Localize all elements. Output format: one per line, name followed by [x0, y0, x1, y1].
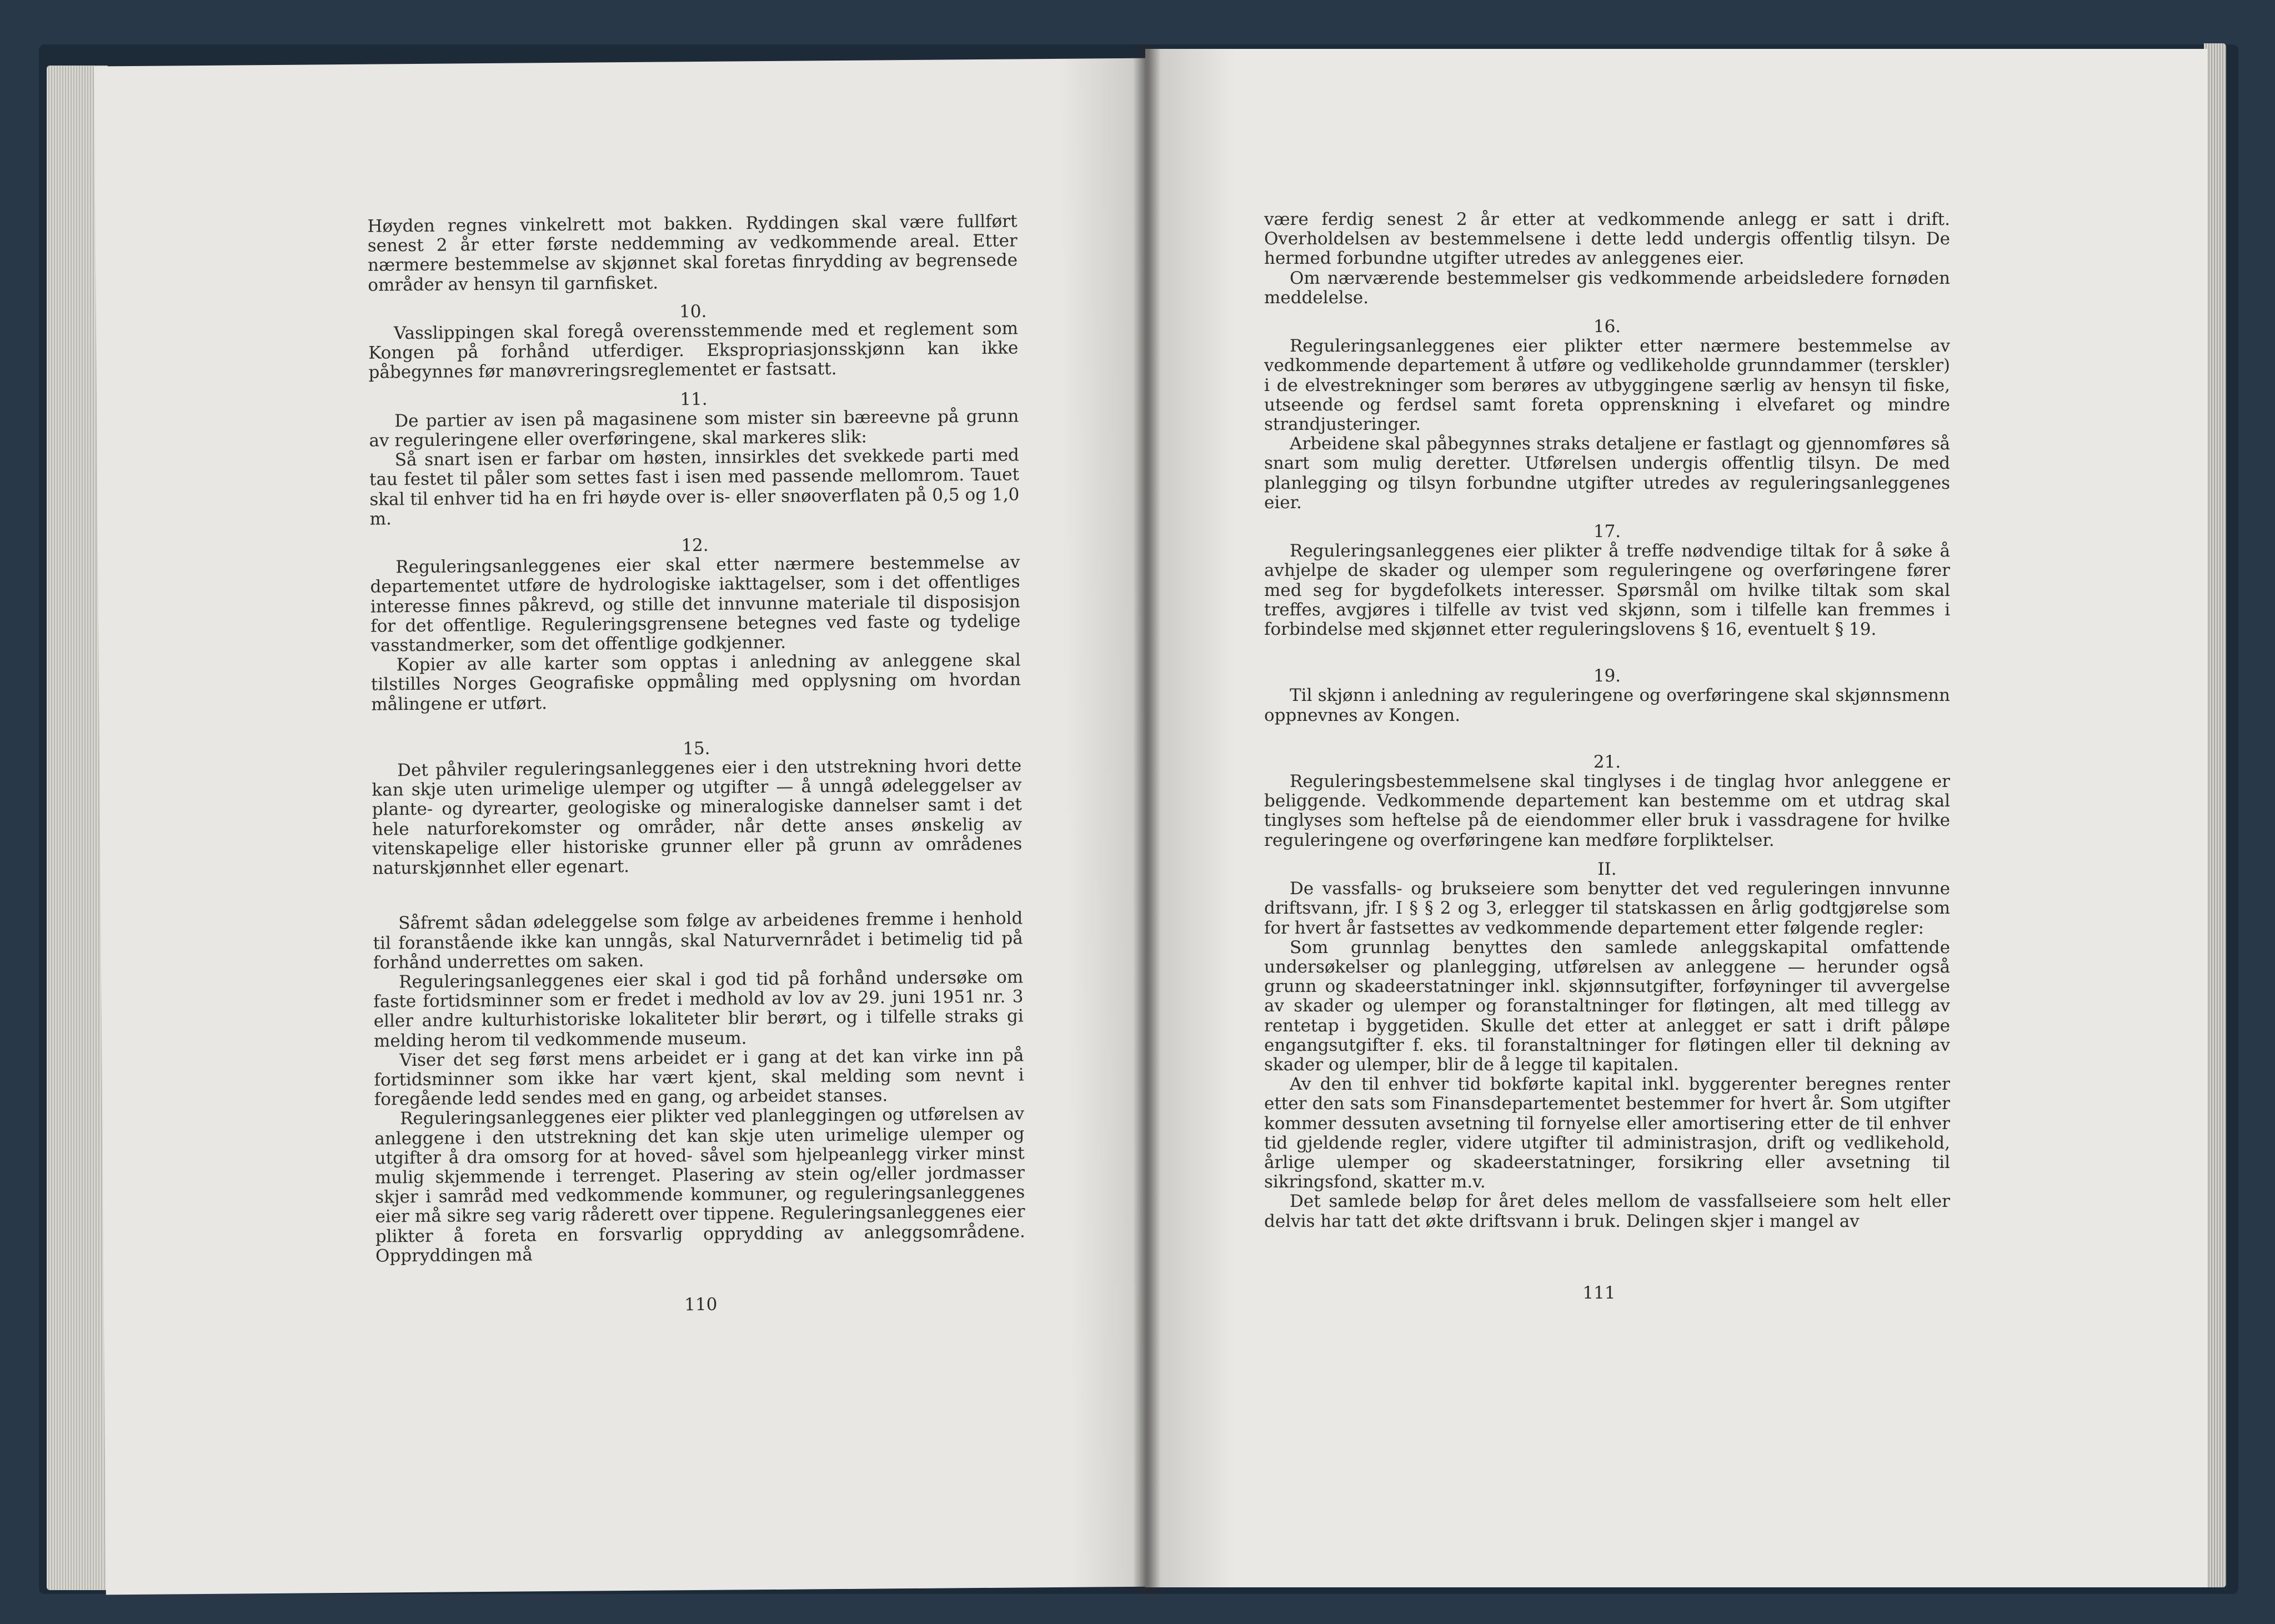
left-page-body: [367, 212, 1025, 1266]
left-page: [94, 58, 1160, 1595]
paragraph-spacer: [1264, 639, 1950, 657]
paragraph: Viser det seg først mens arbeidet er i gang at det kan virke inn på fortidsminner som ikke har vært kjent, skal melding som nevnt i foregående ledd sendes med en gang, og arbeidet stanses.: [374, 1045, 1024, 1110]
section-number: 16.: [1593, 317, 1621, 337]
paragraph-spacer: [1264, 725, 1950, 743]
section-number: 15.: [683, 738, 710, 759]
paragraph: Som grunnlag benyttes den samlede anleggskapital omfattende undersøkelser og planlegging, utførelsen av anleggene — herunder også grunn og skadeerstatninger inkl. skjønnsutgifter, forføyninger til avvergelse av skader og ulemper og foranstaltninger for fløtingen, alt med tillegg av rentetap i byggetiden. Skulle det etter at anlegget er satt i drift påløpe engangsutgifter f. eks. til foranstaltninger for fløtingen eller til dekning av skader og ulemper, blir de å legge til kapitalen.: [1264, 937, 1950, 1075]
paragraph: Såfremt sådan ødeleggelse som følge av arbeidenes fremme i henhold til foranstående ikke kan unngås, skal Naturvernrådet i betimelig tid på forhånd underrettes om saken.: [373, 908, 1023, 973]
paragraph: Kopier av alle karter som opptas i anledning av anleggene skal tilstilles Norges Geografiske oppmåling med opplysning om hvordan målingene er utført.: [370, 650, 1021, 715]
section-number: 19.: [1593, 666, 1621, 686]
paragraph: Av den til enhver tid bokførte kapital inkl. byggerenter beregnes renter etter den sats som Finansdepartementet bestemmer for hvert år. Som utgifter kommer dessuten avsetning til fornyelse eller amortisering etter de til enhver tid gjeldende regler, videre utgifter til administrasjon, drift og vedlikehold, årlige ulemper og skadeerstatninger, forsikring eller avsetning til sikringsfond, skatter m.v.: [1264, 1074, 1950, 1192]
paragraph: Reguleringsanleggenes eier plikter etter nærmere bestemmelse av vedkommende departement å utføre og vedlikeholde grunndammer (terskler) i de elvestrekninger som berøres av utbyggingene særlig av hensyn til fiske, utseende og ferdsel samt foreta opprenskning i elvefaret og mindre strandjusteringer.: [1264, 336, 1950, 435]
paragraph: Vasslippingen skal foregå overensstemmende med et reglement som Kongen på forhånd utferdiger. Ekspropriasjonsskjønn kan ikke påbegynnes før manøvreringsreglementet er fastsatt.: [368, 318, 1019, 383]
paragraph: Høyden regnes vinkelrett mot bakken. Ryddingen skal være fullført senest 2 år etter første neddemming av vedkommende areal. Etter nærmere bestemmelse av skjønnet skal foretas finrydding av begrensede områder av hensyn til garnfisket.: [367, 211, 1018, 295]
paragraph: Til skjønn i anledning av reguleringene og overføringene skal skjønnsmenn oppnevnes av Kongen.: [1264, 685, 1950, 725]
right-page: [1145, 49, 2207, 1587]
paragraph: De partier av isen på magasinene som mister sin bæreevne på grunn av reguleringene eller overføringene, skal markeres slik:: [369, 406, 1019, 451]
left-page-number: 110: [684, 1294, 718, 1315]
paragraph: De vassfalls- og brukseiere som benytter det ved reguleringen innvunne driftsvann, jfr. I § § 2 og 3, erlegger til statskassen en årlig godtgjørelse som for hvert år fastsettes av vedkommende departement etter følgende regler:: [1264, 879, 1950, 938]
book-gutter: [1133, 44, 1161, 1594]
paragraph: Reguleringsanleggenes eier plikter å treffe nødvendige tiltak for å søke å avhjelpe de skader og ulemper som reguleringene og overføringene fører med seg for bygdefolkets interesser. Spørsmål om hvilke tiltak som skal treffes, avgjøres i tilfelle av tvist ved skjønn, som i tilfelle kan fremmes i forbindelse med skjønnet etter reguleringslovens § 16, eventuelt § 19.: [1264, 541, 1950, 640]
paragraph: Om nærværende bestemmelser gis vedkommende arbeidsledere fornøden meddelelse.: [1264, 268, 1950, 308]
paragraph: Reguleringsanleggenes eier skal i god tid på forhånd undersøke om faste fortidsminner som er fredet i medhold av lov av 29. juni 1951 nr. 3 eller andre kulturhistoriske lokaliteter blir berørt, og i tilfelle straks gi melding herom til vedkommende museum.: [373, 967, 1024, 1051]
paragraph: Det samlede beløp for året deles mellom de vassfallseiere som helt eller delvis har tatt det økte driftsvann i bruk. Delingen skjer i mangel av: [1264, 1191, 1950, 1231]
paragraph: være ferdig senest 2 år etter at vedkommende anlegg er satt i drift. Overholdelsen av bestemmelsene i dette ledd undergis offentlig tilsyn. De hermed forbundne utgifter utredes av anleggenes eier.: [1264, 209, 1950, 269]
section-number: 10.: [679, 301, 707, 322]
right-page-number: 111: [1582, 1283, 1616, 1303]
right-page-stack-edges: [2204, 43, 2226, 1587]
right-page-body: [1264, 210, 1950, 1231]
section-number: 21.: [1593, 751, 1621, 772]
paragraph: Reguleringsbestemmelsene skal tinglyses i de tinglag hvor anleggene er beliggende. Vedkommende departement kan bestemme om et utdrag skal tinglyses som heftelse på de eiendommer eller bruk i vassdragene for hvilke reguleringene og overføringene kan medføre forpliktelser.: [1264, 771, 1950, 850]
section-number: II.: [1597, 859, 1617, 879]
section-number: 11.: [680, 389, 708, 409]
paragraph: Det påhviler reguleringsanleggenes eier i den utstrekning hvori dette kan skje uten urimelige ulemper og utgifter — å unngå ødeleggelser av plante- og dyrearter, geologiske og mineralogiske dannelser samt i det hele naturforekomster og områder, når dette anses ønskelig av vitenskapelige eller historiske grunner eller på grunn av områdenes naturskjønnhet eller egenart.: [372, 755, 1023, 879]
paragraph: Arbeidene skal påbegynnes straks detaljene er fastlagt og gjennomføres så snart som mulig deretter. Utførelsen undergis offentlig tilsyn. De med planlegging og tilsyn forbundne utgifter utredes av reguleringsanleggenes eier.: [1264, 434, 1950, 513]
paragraph: Reguleringsanleggenes eier skal etter nærmere bestemmelse av departementet utføre de hydrologiske iakttagelser, som i det offentliges interesse finnes påkrevd, og stille det innvunne materiale til disposisjon for det offentlige. Reguleringsgrensene betegnes ved faste og tydelige vasstandmerker, som det offentlige godkjenner.: [370, 552, 1021, 656]
section-number: 17.: [1593, 522, 1621, 542]
section-number: 12.: [681, 535, 709, 556]
paragraph: Så snart isen er farbar om høsten, innsirkles det svekkede parti med tau festet til påler som settes fast i isen med passende mellomrom. Tauet skal til enhver tid ha en fri høyde over is- eller snøoverflaten på 0,5 og 1,0 m.: [369, 445, 1020, 529]
paragraph: Reguleringsanleggenes eier plikter ved planleggingen og utførelsen av anleggene i den utstrekning det kan skje uten urimelige ulemper og utgifter å dra omsorg for at hoved- såvel som hjelpeanlegg virker minst mulig skjemmende i terrenget. Plasering av stein og/eller jordmasser skjer i samråd med vedkommende kommuner, og reguleringsanleggenes eier må sikre seg varig råderett over tippene. Reguleringsanleggenes eier plikter å foreta en forsvarlig opprydding av anleggsområdene. Oppryddingen må: [374, 1104, 1025, 1266]
